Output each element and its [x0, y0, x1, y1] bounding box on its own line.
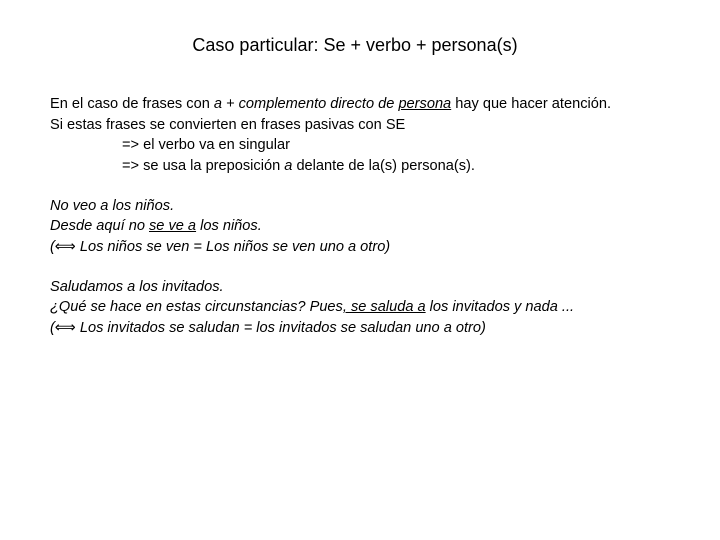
example1-line-3 [50, 237, 700, 258]
equivalence-arrow-icon: ⟺ [54, 238, 76, 255]
text: hay que hacer atención. [451, 96, 612, 112]
text: delante de la(s) persona(s). [292, 157, 475, 174]
paren: ( [50, 238, 55, 255]
example1-line-2 [50, 216, 700, 237]
underlined-phrase: , se saluda a [342, 299, 426, 315]
intro-line-4 [50, 156, 700, 177]
example-text: los niños. [196, 218, 262, 234]
italic-preposition: a [213, 96, 222, 112]
underlined-persona: persona [398, 96, 452, 112]
example-text: ¿Qué se hace en estas circunstancias? Pues [50, 299, 343, 315]
text: => se usa la preposición [122, 157, 285, 174]
intro-line-2: Si estas frases se convierten en frases pasivas con SE [50, 116, 406, 133]
slide-title: Caso particular: Se + verbo + persona(s) [192, 35, 518, 55]
example-text: Saludamos a los invitados. [50, 278, 224, 295]
example-text: los invitados y nada ... [425, 299, 575, 315]
italic-text: + complemento directo de [222, 96, 399, 112]
equivalence-arrow-icon: ⟺ [54, 319, 76, 336]
paren: ( [50, 319, 55, 336]
intro-line-1 [50, 94, 700, 115]
italic-preposition: a [284, 157, 293, 174]
underlined-phrase: se ve a [149, 218, 197, 234]
text: En el caso de frases con [50, 96, 214, 112]
example-text: Desde aquí no [50, 218, 149, 234]
example1-line-1 [50, 196, 700, 217]
example-text: Los invitados se saludan = los invitados se saludan uno a otro) [75, 319, 486, 336]
slide-body [50, 94, 700, 338]
intro-line-3: => el verbo va en singular [122, 137, 290, 153]
example-text: Los niños se ven = Los niños se ven uno a otro) [75, 238, 391, 255]
example2-line-1 [50, 277, 700, 298]
example-text: No veo a los niños. [50, 197, 175, 214]
example2-line-2 [50, 297, 700, 318]
example2-line-3 [50, 318, 700, 339]
